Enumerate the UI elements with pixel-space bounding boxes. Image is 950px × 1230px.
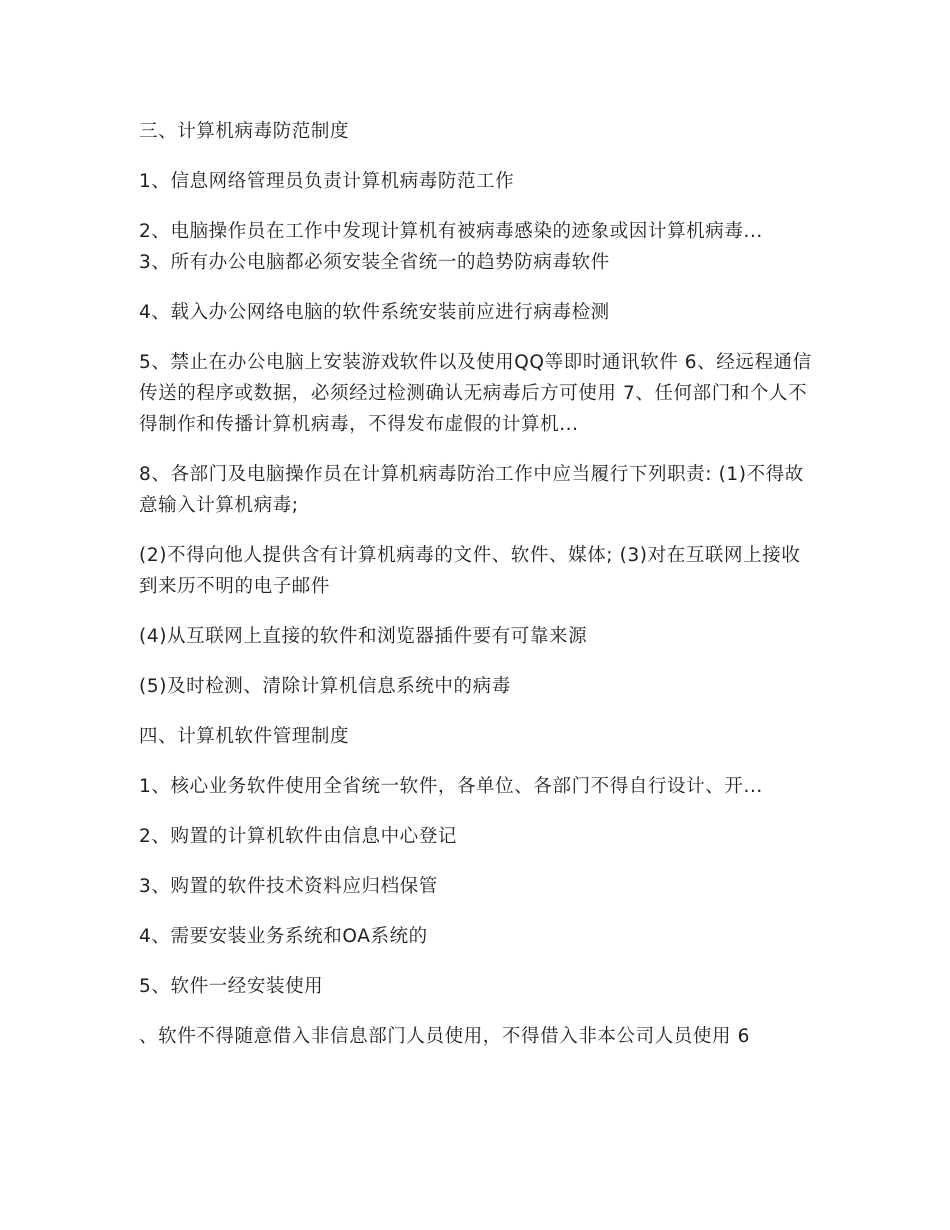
section-heading-software-management: 四、计算机软件管理制度	[139, 726, 350, 747]
paragraph-4: 4、载入办公网络电脑的软件系统安装前应进行病毒检测	[139, 302, 610, 323]
section-heading-virus-prevention: 三、计算机病毒防范制度	[139, 121, 350, 142]
paragraph-1: 1、信息网络管理员负责计算机病毒防范工作	[139, 171, 515, 192]
software-paragraph-3: 3、购置的软件技术资料应归档保管	[139, 876, 438, 897]
paragraph-duty-2-3: (2)不得向他人提供含有计算机病毒的文件、软件、媒体; (3)对在互联网上接收到来历不明的电子邮件	[139, 545, 801, 597]
paragraph-8: 8、各部门及电脑操作员在计算机病毒防治工作中应当履行下列职责: (1)不得故意输入计算机病毒;	[139, 464, 804, 516]
document-body	[139, 116, 814, 1071]
software-paragraph-5: 5、软件一经安装使用	[139, 976, 324, 997]
paragraph-5: 5、禁止在办公电脑上安装游戏软件以及使用QQ等即时通讯软件 6、经远程通信传送的程序或数据，必须经过检测确认无病毒后方可使用 7、任何部门和个人不得制作和传播计算机病毒，不得发布虚假的计算机...	[139, 352, 812, 435]
software-paragraph-2: 2、购置的计算机软件由信息中心登记	[139, 826, 457, 847]
software-paragraph-4: 4、需要安装业务系统和OA系统的	[139, 926, 428, 947]
software-paragraph-6: 、软件不得随意借入非信息部门人员使用，不得借入非本公司人员使用 6	[139, 1026, 750, 1047]
paragraph-2: 2、电脑操作员在工作中发现计算机有被病毒感染的迹象或因计算机病毒... 3、所有办公电脑都必须安装全省统一的趋势防病毒软件	[139, 221, 763, 273]
paragraph-duty-4: (4)从互联网上直接的软件和浏览器插件要有可靠来源	[139, 626, 588, 647]
paragraph-duty-5: (5)及时检测、清除计算机信息系统中的病毒	[139, 676, 511, 697]
software-paragraph-1: 1、核心业务软件使用全省统一软件，各单位、各部门不得自行设计、开...	[139, 776, 763, 797]
